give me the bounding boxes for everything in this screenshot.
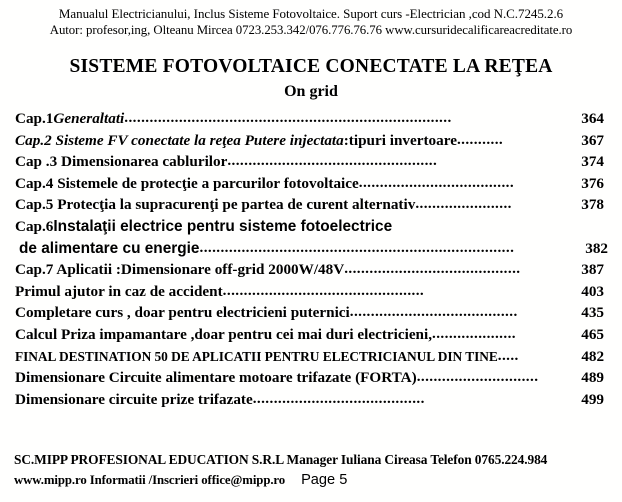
toc-leader-dots: .......................: [415, 196, 512, 213]
toc-entry[interactable]: [15, 304, 604, 326]
toc-entry-label: Cap.5 Protecţia la supracurenţi pe partea de curent alternativ: [15, 196, 416, 214]
toc-leader-dots: ........................................: [349, 304, 518, 321]
toc-leader-dots: ...........................................................................: [199, 239, 515, 256]
toc-entry-label-sans: Instalaţii electrice pentru sisteme fotoelectrice: [53, 217, 393, 235]
title-block: [0, 55, 622, 102]
toc-leader-dots: ..............................................................................: [124, 110, 452, 126]
footer-page-number: Page 5: [301, 472, 348, 488]
document-footer: [14, 450, 614, 490]
toc-entry[interactable]: [15, 196, 604, 218]
footer-line-2: [14, 470, 614, 490]
toc-leader-dots: .............................: [416, 369, 539, 386]
toc-entry-label: Dimensionare circuite prize trifazate: [15, 390, 253, 408]
header-line-1: Manualul Electricianului, Inclus Sisteme Fotovoltaice. Suport curs -Electrician ,cod N.C.7245.2.6: [58, 6, 564, 21]
toc-entry[interactable]: [15, 175, 604, 197]
toc-page-number: 378: [581, 196, 604, 214]
toc-page-number: 465: [581, 325, 604, 343]
toc-entry-cap6-line2[interactable]: [15, 240, 608, 262]
toc-leader-dots: .....: [497, 347, 519, 364]
toc-entry[interactable]: [15, 369, 604, 391]
toc-leader-dots: ..................................................: [227, 153, 438, 170]
table-of-contents: [0, 110, 622, 412]
toc-entry-label: Completare curs , doar pentru electricieni puternici: [15, 304, 350, 322]
toc-entry-label: Calcul Priza impamantare ,doar pentru cei mai duri electricieni,: [15, 325, 433, 343]
toc-entry-label-italic: Cap.2 Sisteme FV conectate la reţea Putere injectata: [15, 131, 344, 149]
toc-entry-label-sans: de alimentare cu energie: [19, 239, 200, 257]
toc-entry-cap6-line1[interactable]: [15, 218, 604, 240]
toc-leader-dots: ................................................: [222, 282, 425, 299]
toc-entry-label-tail: :tipuri invertoare: [343, 131, 457, 149]
toc-page-number: 489: [581, 369, 604, 387]
toc-leader-dots: .........................................: [252, 390, 425, 407]
toc-leader-dots: ...........: [456, 131, 504, 148]
toc-entry[interactable]: [15, 132, 604, 154]
page-title: SISTEME FOTOVOLTAICE CONECTATE LA REŢEA: [69, 56, 553, 77]
toc-page-number: 387: [581, 261, 604, 279]
toc-entry-label: FINAL DESTINATION 50 DE APLICATII PENTRU ELECTRICIANUL DIN TINE: [15, 348, 498, 364]
document-header: [0, 0, 622, 39]
toc-page-number: 403: [581, 282, 604, 300]
toc-entry-label: Primul ajutor in caz de accident: [15, 282, 223, 300]
toc-page-number: 374: [581, 153, 604, 171]
toc-entry[interactable]: [15, 153, 604, 175]
toc-entry[interactable]: [15, 261, 604, 283]
toc-entry[interactable]: [15, 110, 604, 132]
toc-entry-label: Cap.4 Sistemele de protecţie a parcurilor fotovoltaice: [15, 174, 359, 192]
toc-page-number: 367: [581, 131, 604, 149]
footer-line-1: SC.MIPP PROFESIONAL EDUCATION S.R.L Manager Iuliana Cireasa Telefon 0765.224.984: [14, 452, 548, 467]
toc-page-number: 435: [581, 304, 604, 322]
toc-entry-label: Dimensionare Circuite alimentare motoare trifazate (FORTA): [15, 369, 417, 387]
toc-page-number: 364: [581, 110, 604, 127]
toc-entry[interactable]: [15, 391, 604, 413]
toc-entry-label: Cap.7 Aplicatii :Dimensionare off-grid 2000W/48V: [15, 261, 345, 279]
toc-entry-label: Cap .3 Dimensionarea cablurilor: [15, 153, 228, 171]
toc-entry-label-italic: Generaltati: [53, 110, 125, 127]
page-subtitle: On grid: [284, 83, 338, 100]
toc-leader-dots: ..........................................: [344, 261, 521, 278]
toc-page-number: 382: [585, 239, 608, 257]
toc-leader-dots: ....................: [432, 325, 516, 342]
toc-entry-label: Cap.6: [15, 217, 54, 235]
toc-entry[interactable]: [15, 348, 604, 370]
toc-page-number: 482: [581, 347, 604, 365]
toc-page-number: 376: [581, 174, 604, 192]
header-line-2: Autor: profesor,ing, Olteanu Mircea 0723.253.342/076.776.76.76 www.cursuridecalificareacreditate.ro: [49, 23, 573, 37]
toc-entry-label: Cap.1: [15, 110, 54, 127]
toc-leader-dots: .....................................: [358, 174, 515, 191]
toc-page-number: 499: [581, 390, 604, 408]
footer-contact-text: www.mipp.ro Informatii /Inscrieri office@mipp.ro: [14, 473, 286, 487]
toc-entry[interactable]: [15, 326, 604, 348]
toc-entry[interactable]: [15, 283, 604, 305]
